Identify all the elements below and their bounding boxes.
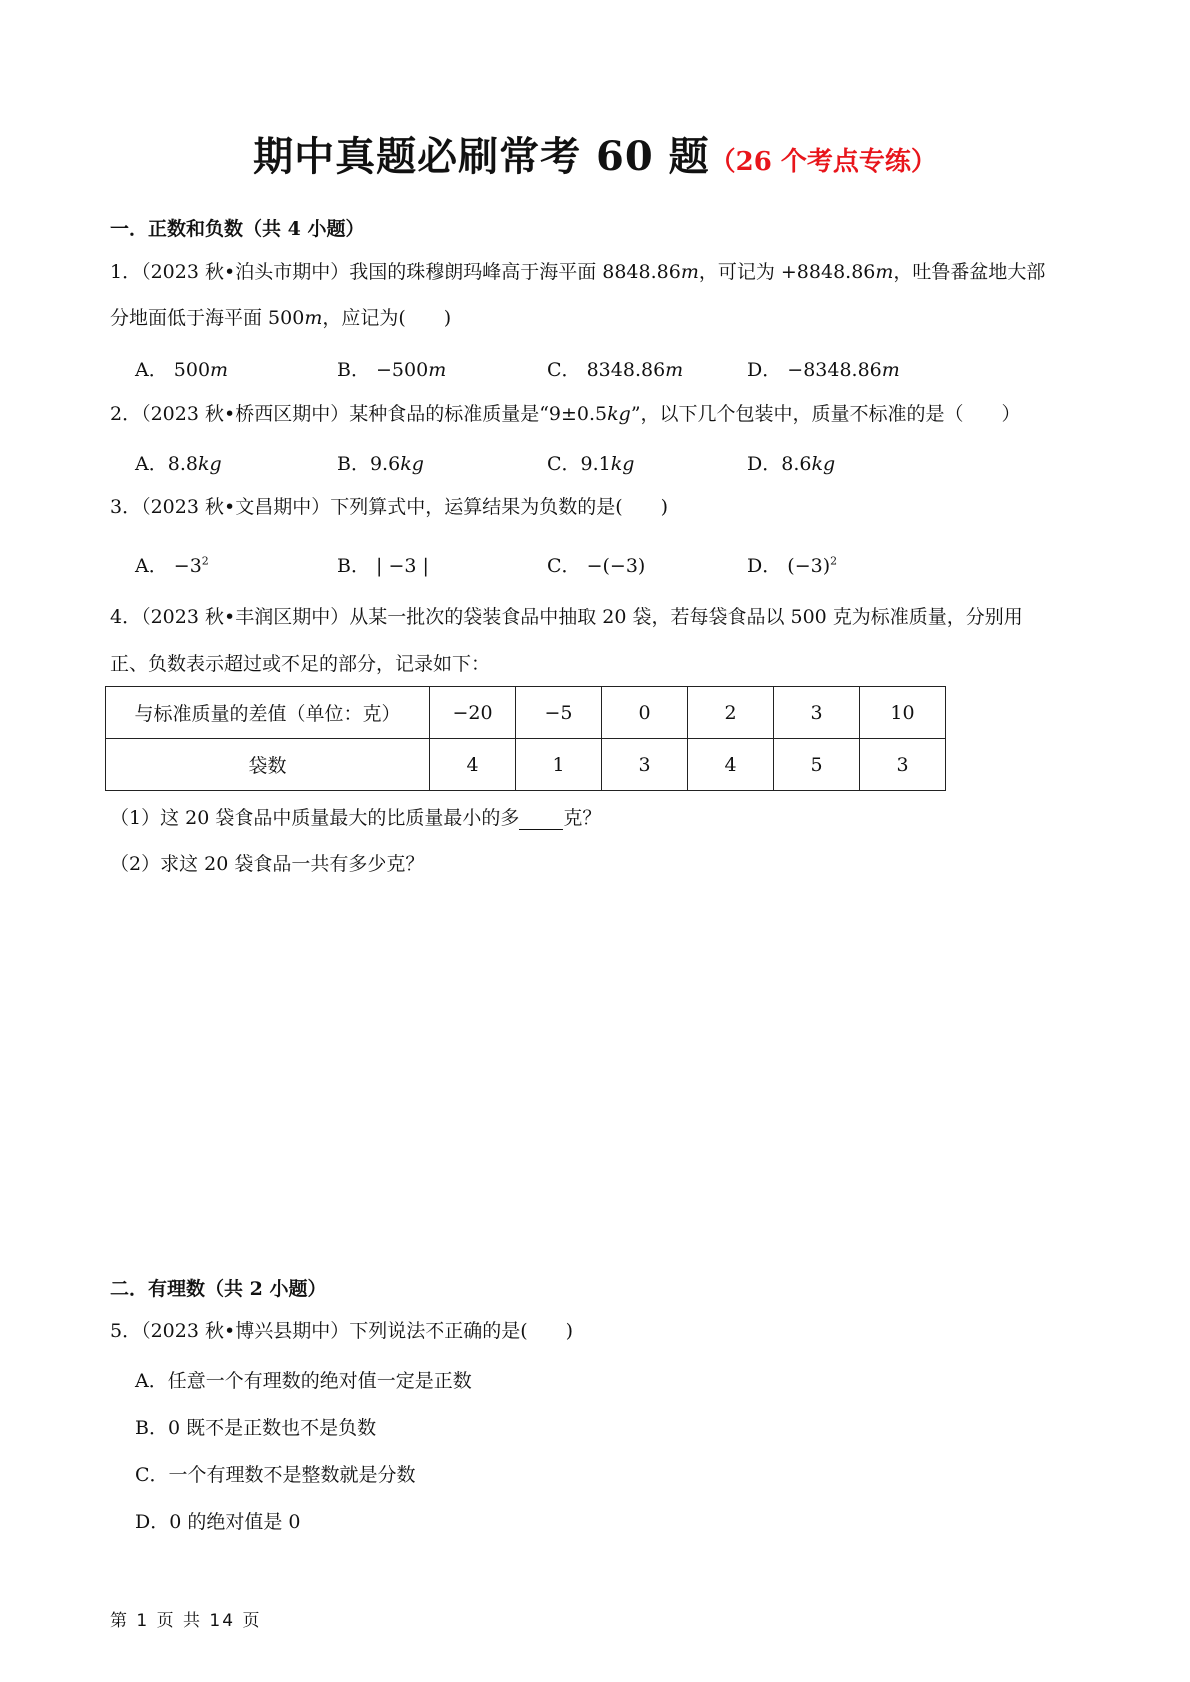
table-cell: 10	[860, 687, 946, 739]
q3-option-b[interactable]: B． | −3 |	[337, 555, 429, 577]
section-heading-1: 一．正数和负数（共 4 小题）	[110, 218, 365, 240]
q2-option-c[interactable]: C．9.1kg	[547, 453, 635, 475]
question-4-sub-2: （2）求这 20 袋食品一共有多少克？	[110, 853, 425, 875]
question-1-line-2: 分地面低于海平面 500m，应记为( )	[110, 307, 452, 329]
table-cell: 0	[602, 687, 688, 739]
table-header-cell: 袋数	[106, 739, 430, 791]
table-cell: 4	[430, 739, 516, 791]
q1-option-b[interactable]: B． −500m	[337, 359, 447, 381]
table-cell: 5	[774, 739, 860, 791]
q5-option-c[interactable]: C．一个有理数不是整数就是分数	[135, 1464, 416, 1486]
q2-option-d[interactable]: D．8.6kg	[747, 453, 836, 475]
page-footer: 第 1 页 共 14 页	[110, 1611, 262, 1631]
title-subtitle: （26 个考点专练）	[709, 147, 937, 177]
q1-option-a[interactable]: A． 500m	[135, 359, 229, 381]
table-row	[106, 739, 946, 791]
page-title	[0, 125, 1190, 182]
q1-option-c[interactable]: C． 8348.86m	[547, 359, 684, 381]
question-1-line-1: 1．（2023 秋•泊头市期中）我国的珠穆朗玛峰高于海平面 8848.86m，可记为 +8848.86m，吐鲁番盆地大部	[110, 261, 1046, 283]
title-main: 期中真题必刷常考 60 题	[253, 133, 710, 180]
answer-blank[interactable]	[519, 811, 563, 830]
q3-option-d[interactable]: D． $(-3)^2$	[747, 554, 838, 577]
q2-option-b[interactable]: B．9.6kg	[337, 453, 424, 475]
section-heading-2: 二．有理数（共 2 小题）	[110, 1278, 327, 1300]
table-cell: 3	[860, 739, 946, 791]
table-cell: 1	[516, 739, 602, 791]
question-4-line-1: 4．（2023 秋•丰润区期中）从某一批次的袋装食品中抽取 20 袋，若每袋食品以 500 克为标准质量，分别用	[110, 606, 1023, 628]
question-2-text: 2．（2023 秋•桥西区期中）某种食品的标准质量是“9±0.5kg”，以下几个包装中，质量不标准的是（ ）	[110, 403, 1021, 425]
q3-option-c[interactable]: C． −(−3)	[547, 555, 646, 577]
table-cell: 3	[602, 739, 688, 791]
q5-option-b[interactable]: B．0 既不是正数也不是负数	[135, 1417, 377, 1439]
table-cell: −20	[430, 687, 516, 739]
data-table	[105, 686, 946, 791]
table-cell: −5	[516, 687, 602, 739]
question-4-sub-1: （1）这 20 袋食品中质量最大的比质量最小的多 克？	[110, 807, 602, 829]
question-4-line-2: 正、负数表示超过或不足的部分，记录如下：	[110, 653, 491, 675]
q5-option-a[interactable]: A．任意一个有理数的绝对值一定是正数	[135, 1370, 472, 1392]
table-header-cell: 与标准质量的差值（单位：克）	[106, 687, 430, 739]
table-cell: 4	[688, 739, 774, 791]
table-cell: 2	[688, 687, 774, 739]
q5-option-d[interactable]: D．0 的绝对值是 0	[135, 1511, 301, 1533]
q3-option-a[interactable]: A． $-3^2$	[135, 554, 209, 577]
table-row	[106, 687, 946, 739]
table-cell: 3	[774, 687, 860, 739]
question-5-text: 5．（2023 秋•博兴县期中）下列说法不正确的是( )	[110, 1320, 574, 1342]
q2-option-a[interactable]: A．8.8kg	[135, 453, 222, 475]
question-3-text: 3．（2023 秋•文昌期中）下列算式中，运算结果为负数的是( )	[110, 496, 669, 518]
q1-option-d[interactable]: D． −8348.86m	[747, 359, 900, 381]
